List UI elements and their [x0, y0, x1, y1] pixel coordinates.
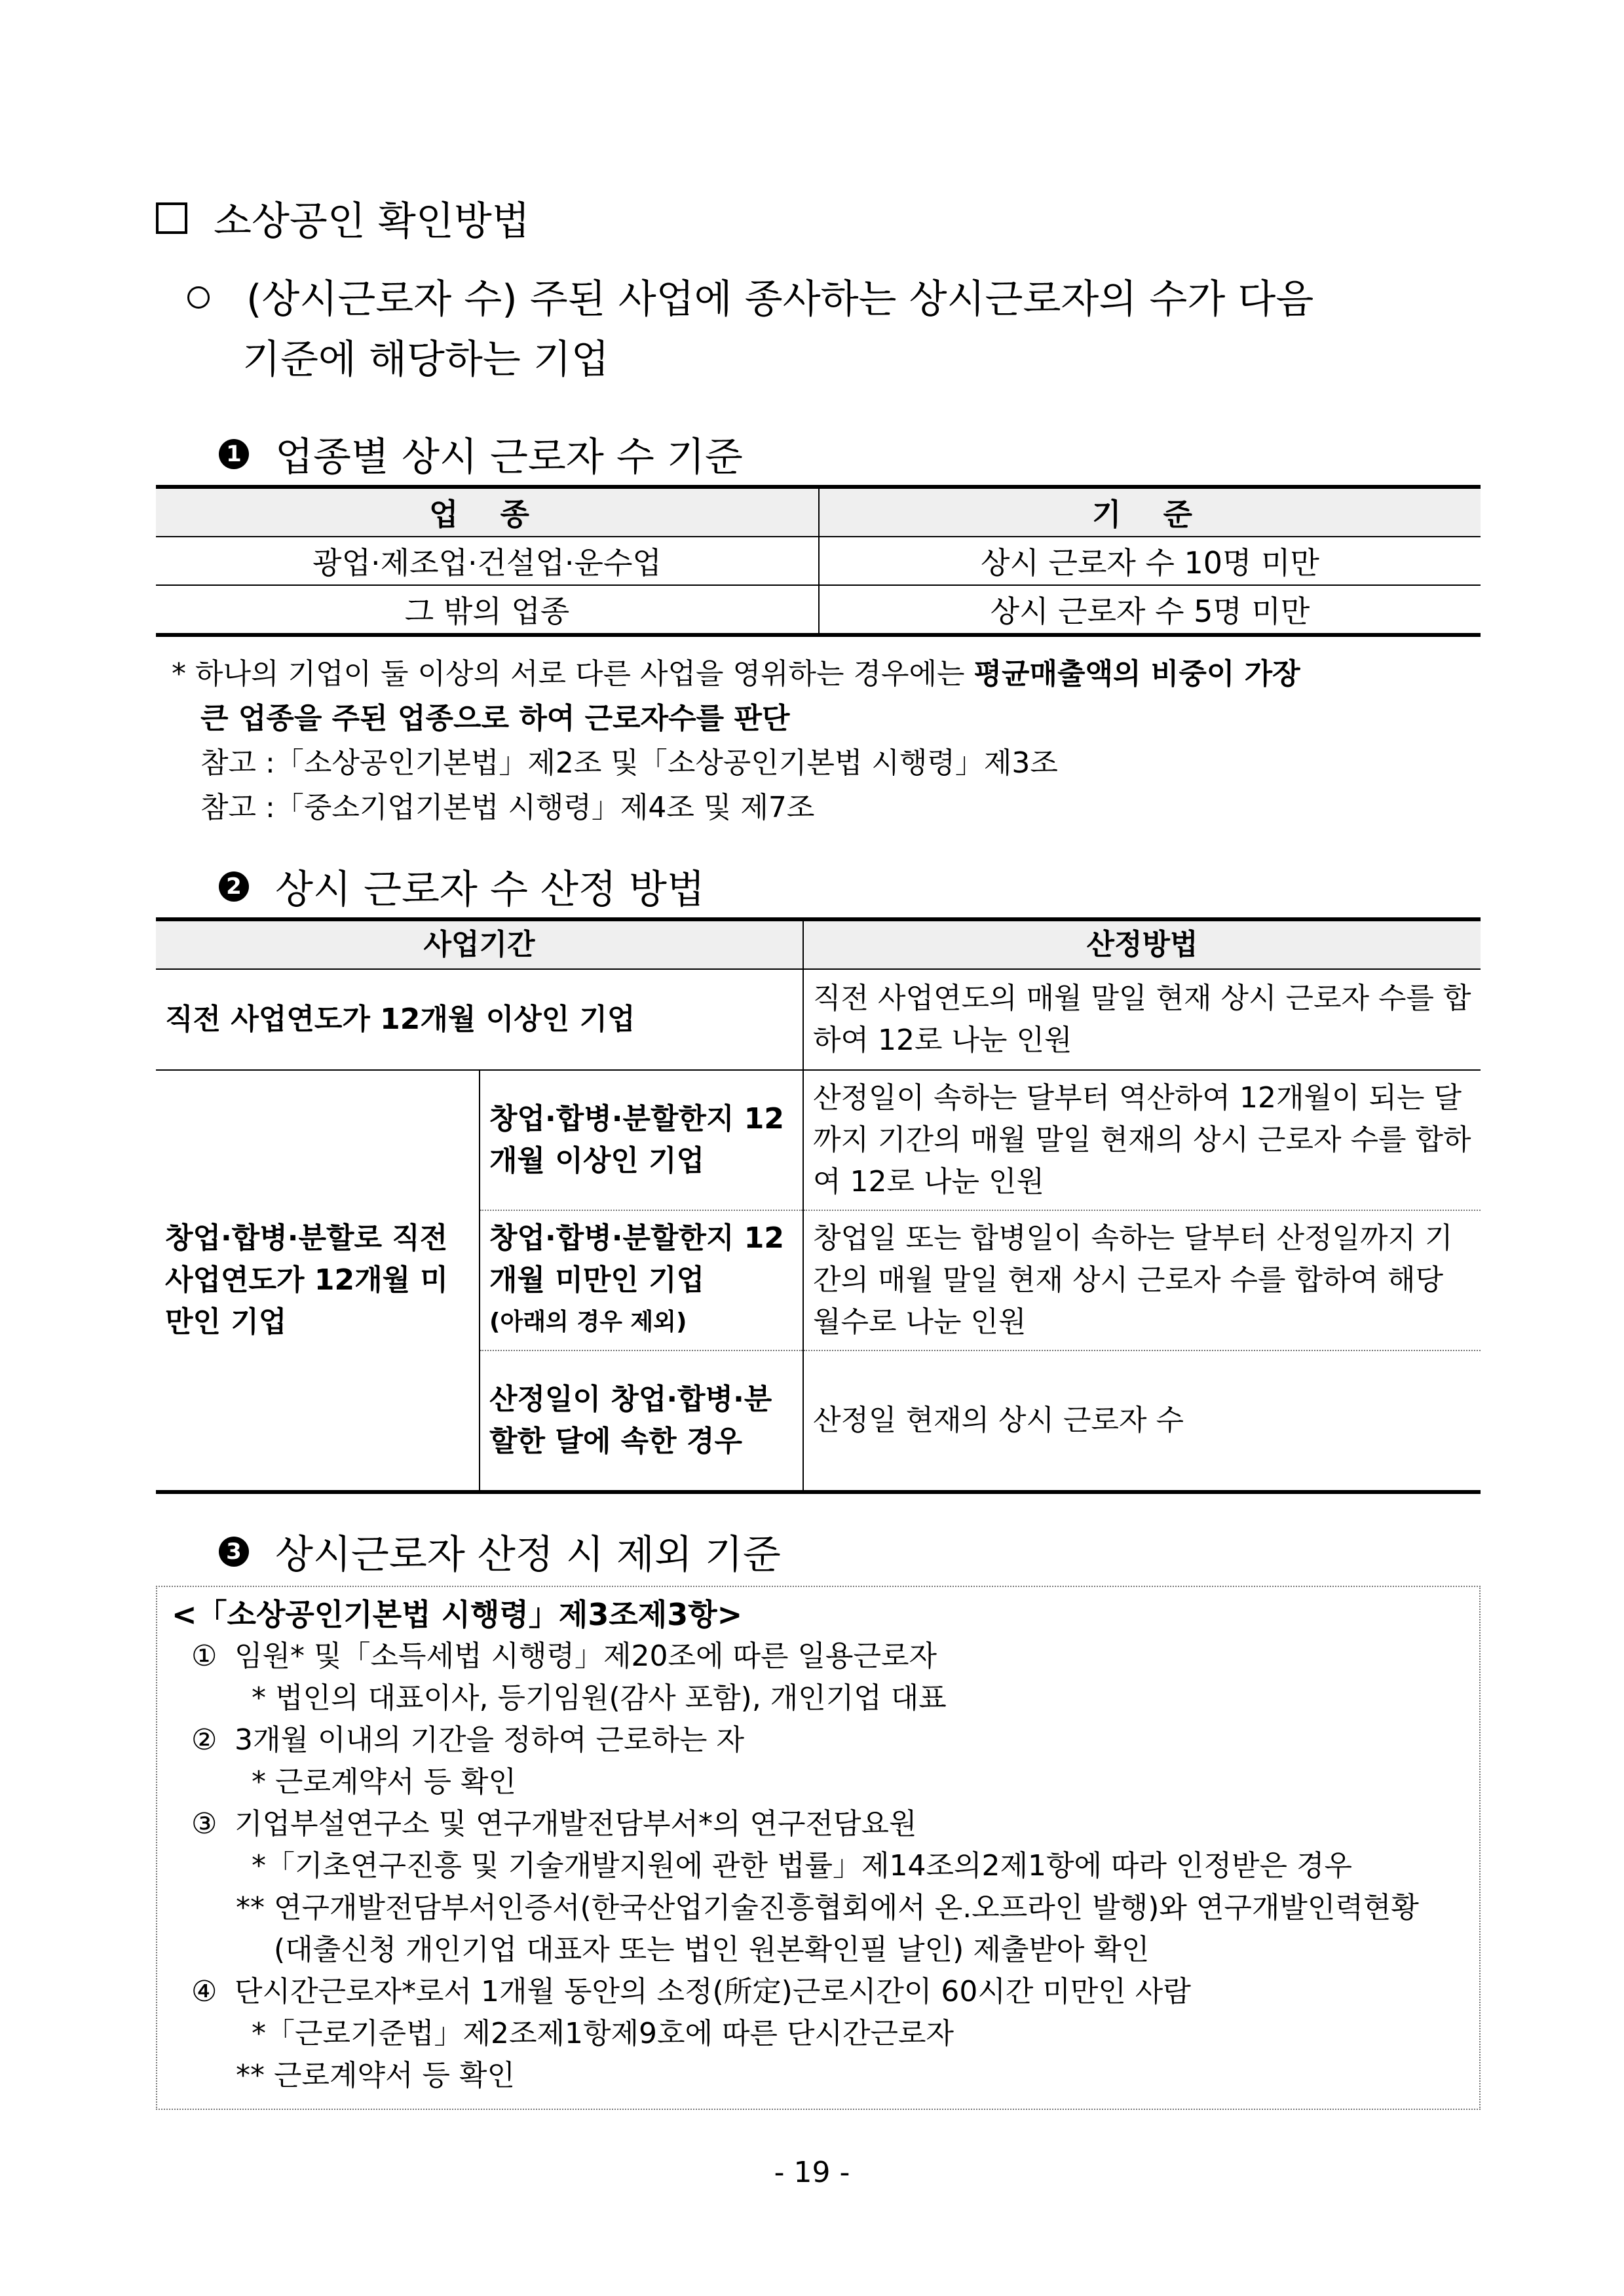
list-item: ④ 단시간근로자*로서 1개월 동안의 소정(所定)근로시간이 60시간 미만인 사람 — [191, 1975, 1191, 2008]
table-row — [156, 969, 1481, 1070]
cell-criteria: 상시 근로자 수 10명 미만 — [819, 537, 1481, 585]
intro-line-1: (상시근로자 수) 주된 사업에 종사하는 상시근로자의 수가 다음 — [187, 270, 1313, 329]
table-row — [156, 537, 1481, 585]
list-item: ② 3개월 이내의 기간을 정하여 근로하는 자 — [191, 1723, 744, 1757]
table-row — [156, 585, 1481, 635]
cell-case: 창업·합병·분할한지 12개월 이상인 기업 — [480, 1070, 803, 1210]
page-number: - 19 - — [774, 2156, 850, 2189]
list-item-note: ** 연구개발전담부서인증서(한국산업기술진흥협회에서 온.오프라인 발행)와 연구개발인력현황 — [236, 1891, 1419, 1924]
note-block — [172, 652, 1300, 830]
table-header-row — [156, 919, 1481, 969]
case-note: (아래의 경우 제외) — [489, 1309, 687, 1335]
cell-industry: 그 밖의 업종 — [156, 585, 819, 635]
list-item-note: * 근로계약서 등 확인 — [252, 1765, 516, 1799]
cell-method: 산정일 현재의 상시 근로자 수 — [803, 1350, 1481, 1492]
list-item-note: *「근로기준법」제2조제1항제9호에 따른 단시간근로자 — [252, 2017, 954, 2050]
section1-title: 1 업종별 상시 근로자 수 기준 — [219, 426, 743, 482]
header-period: 사업기간 — [156, 919, 803, 969]
number-badge-icon: 3 — [219, 1537, 249, 1567]
number-badge-icon: 2 — [219, 871, 249, 902]
table-header-row — [156, 487, 1481, 537]
intro-line-2: 기준에 해당하는 기업 — [242, 337, 609, 383]
cell-method: 창업일 또는 합병일이 속하는 달부터 산정일까지 기간의 매월 말일 현재 상시 근로자 수를 합하여 해당 월수로 나눈 인원 — [803, 1210, 1481, 1350]
hollow-circle-bullet-icon — [187, 286, 210, 309]
table-row — [156, 1070, 1481, 1210]
cell-case: 창업·합병·분할한지 12개월 미만인 기업 (아래의 경우 제외) — [480, 1210, 803, 1350]
list-item-note: * 법인의 대표이사, 등기임원(감사 포함), 개인기업 대표 — [252, 1681, 947, 1715]
note-line-2: 큰 업종을 주된 업종으로 하여 근로자수를 판단 — [200, 702, 790, 735]
box-title: <「소상공인기본법 시행령」제3조제3항> — [172, 1597, 743, 1632]
cell-criteria: 상시 근로자 수 5명 미만 — [819, 585, 1481, 635]
header-industry: 업 종 — [156, 487, 819, 537]
list-item-note: *「기초연구진흥 및 기술개발지원에 관한 법률」제14조의2제1항에 따라 인정받은 경우 — [252, 1849, 1353, 1883]
header-criteria: 기 준 — [819, 487, 1481, 537]
section-heading — [156, 190, 530, 246]
list-item: ③ 기업부설연구소 및 연구개발전담부서*의 연구전담요원 — [191, 1807, 917, 1841]
header-method: 산정방법 — [803, 919, 1481, 969]
reference-1: 참고 :「소상공인기본법」제2조 및「소상공인기본법 시행령」제3조 — [200, 746, 1058, 780]
section3-title: 3 상시근로자 산정 시 제외 기준 — [219, 1523, 781, 1580]
cell-group-label: 창업·합병·분할로 직전 사업연도가 12개월 미만인 기업 — [156, 1070, 480, 1492]
list-item: ① 임원* 및「소득세법 시행령」제20조에 따른 일용근로자 — [191, 1639, 937, 1673]
industry-criteria-table — [156, 485, 1481, 637]
list-item-note: ** 근로계약서 등 확인 — [236, 2059, 515, 2092]
cell-method: 산정일이 속하는 달부터 역산하여 12개월이 되는 달까지 기간의 매월 말일 현재의 상시 근로자 수를 합하여 12로 나눈 인원 — [803, 1070, 1481, 1210]
cell-period: 직전 사업연도가 12개월 이상인 기업 — [156, 969, 803, 1070]
cell-industry: 광업·제조업·건설업·운수업 — [156, 537, 819, 585]
number-badge-icon: 1 — [219, 439, 249, 469]
cell-case: 산정일이 창업·합병·분할한 달에 속한 경우 — [480, 1350, 803, 1492]
checkbox-square-icon — [156, 202, 187, 234]
note-line-1: * 하나의 기업이 둘 이상의 서로 다른 사업을 영위하는 경우에는 평균매출액의 비중이 가장 — [172, 657, 1300, 691]
list-item-note: (대출신청 개인기업 대표자 또는 법인 원본확인필 날인) 제출받아 확인 — [274, 1933, 1150, 1966]
headcount-method-table — [156, 917, 1481, 1494]
cell-method: 직전 사업연도의 매월 말일 현재 상시 근로자 수를 합하여 12로 나눈 인원 — [803, 969, 1481, 1070]
section2-title: 2 상시 근로자 수 산정 방법 — [219, 858, 705, 915]
reference-2: 참고 :「중소기업기본법 시행령」제4조 및 제7조 — [200, 791, 815, 824]
exclusion-criteria-box — [156, 1586, 1481, 2110]
heading-text: 소상공인 확인방법 — [214, 199, 530, 244]
